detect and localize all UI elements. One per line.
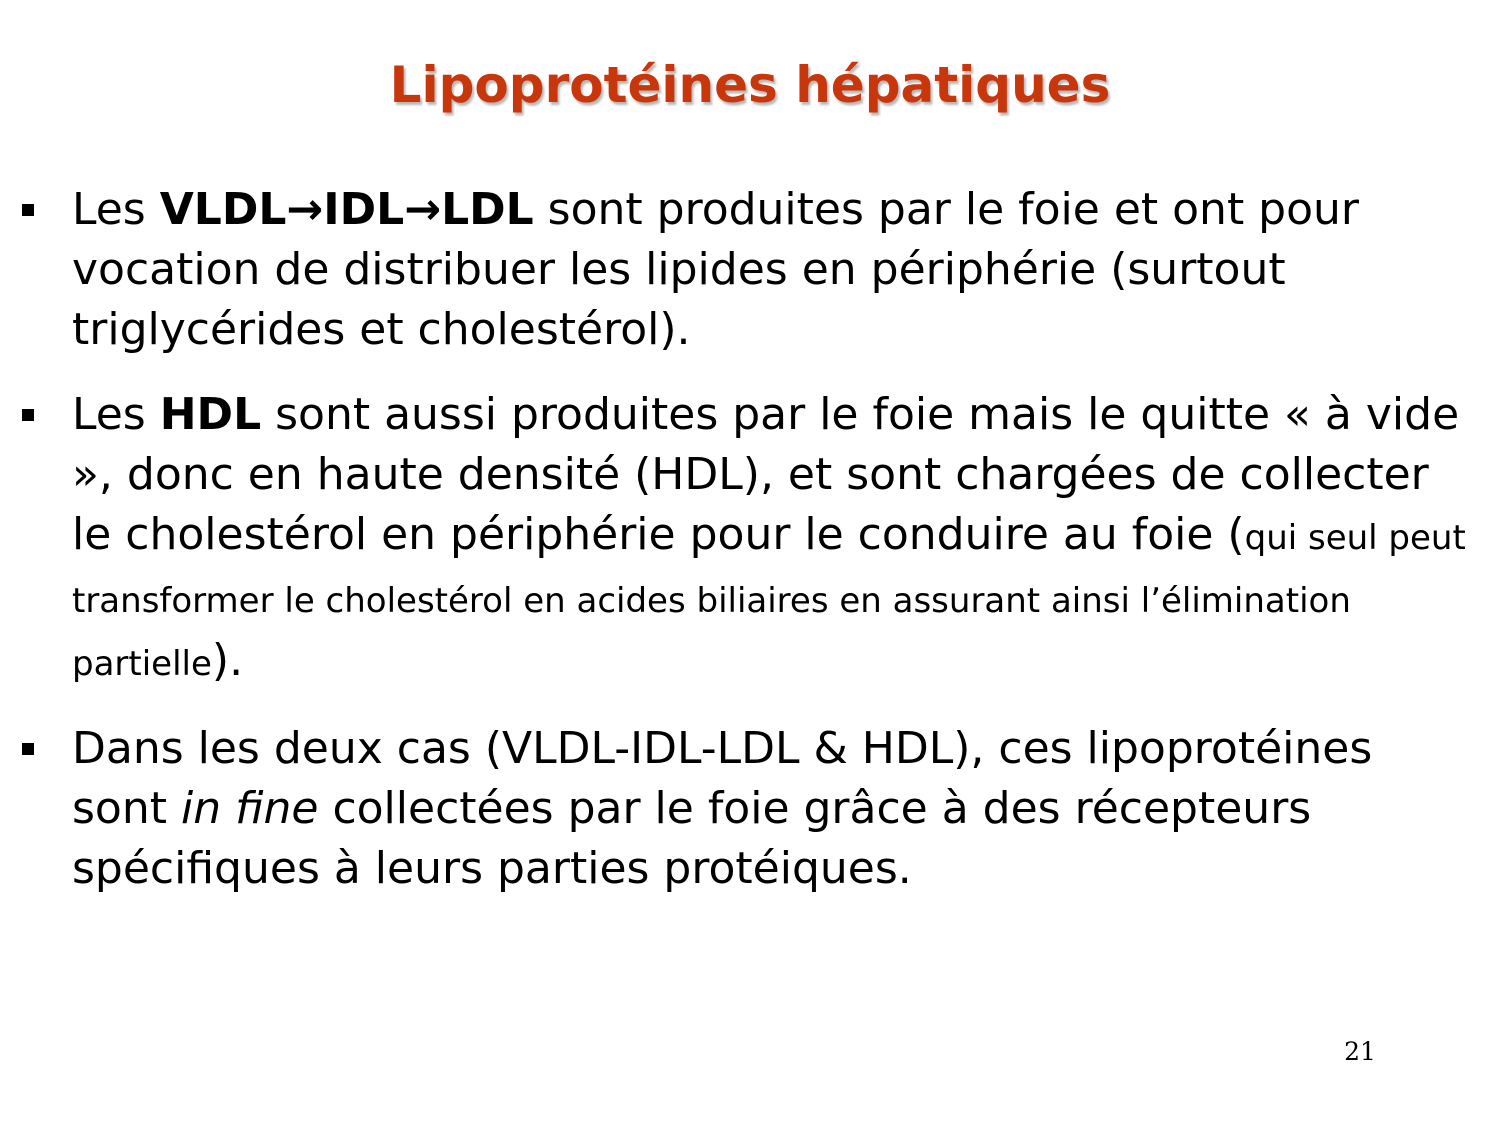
- square-bullet-icon: [22, 204, 34, 216]
- text-segment: ).: [211, 635, 244, 686]
- slide-title: Lipoprotéines hépatiques: [389, 56, 1111, 114]
- bullet-item-hdl: [18, 385, 1470, 694]
- page-number: 21: [1344, 1037, 1376, 1066]
- text-segment: Dans les deux cas (VLDL-IDL-LDL & HDL), ces lipoprotéines sont: [72, 723, 1373, 834]
- term-vldl: VLDL: [159, 184, 287, 235]
- bullet-item-both: [18, 719, 1470, 899]
- bullet-text: [72, 389, 1466, 686]
- term-ldl: LDL: [441, 184, 534, 235]
- text-segment: sont aussi produites par le foie mais le quitte « à vide », donc en haute densité (HDL), et sont chargées de collecter le cholestérol en périphérie pour le conduire au foie (: [72, 389, 1460, 560]
- text-segment: Les: [72, 184, 160, 235]
- square-bullet-icon: [22, 743, 34, 755]
- bullet-text: [72, 184, 1359, 355]
- square-bullet-icon: [22, 409, 34, 421]
- small-text-segment: qui seul peut transformer le cholestérol en acides biliaires en assurant ainsi l’élimination partielle: [72, 518, 1466, 684]
- term-idl: IDL: [323, 184, 405, 235]
- right-arrow-icon: →: [404, 184, 442, 235]
- italic-term: in fine: [180, 783, 319, 834]
- text-segment: sont produites par le foie et ont pour vocation de distribuer les lipides en périphérie (surtout triglycérides et cholestérol).: [72, 184, 1360, 355]
- text-segment: collectées par le foie grâce à des récepteurs spécifiques à leurs parties protéiques.: [72, 783, 1312, 894]
- bullet-list: [18, 180, 1470, 924]
- right-arrow-icon: →: [286, 184, 324, 235]
- text-segment: Les: [72, 389, 160, 440]
- term-hdl: HDL: [159, 389, 262, 440]
- bullet-text: [72, 723, 1372, 894]
- bullet-item-vldl: [18, 180, 1470, 360]
